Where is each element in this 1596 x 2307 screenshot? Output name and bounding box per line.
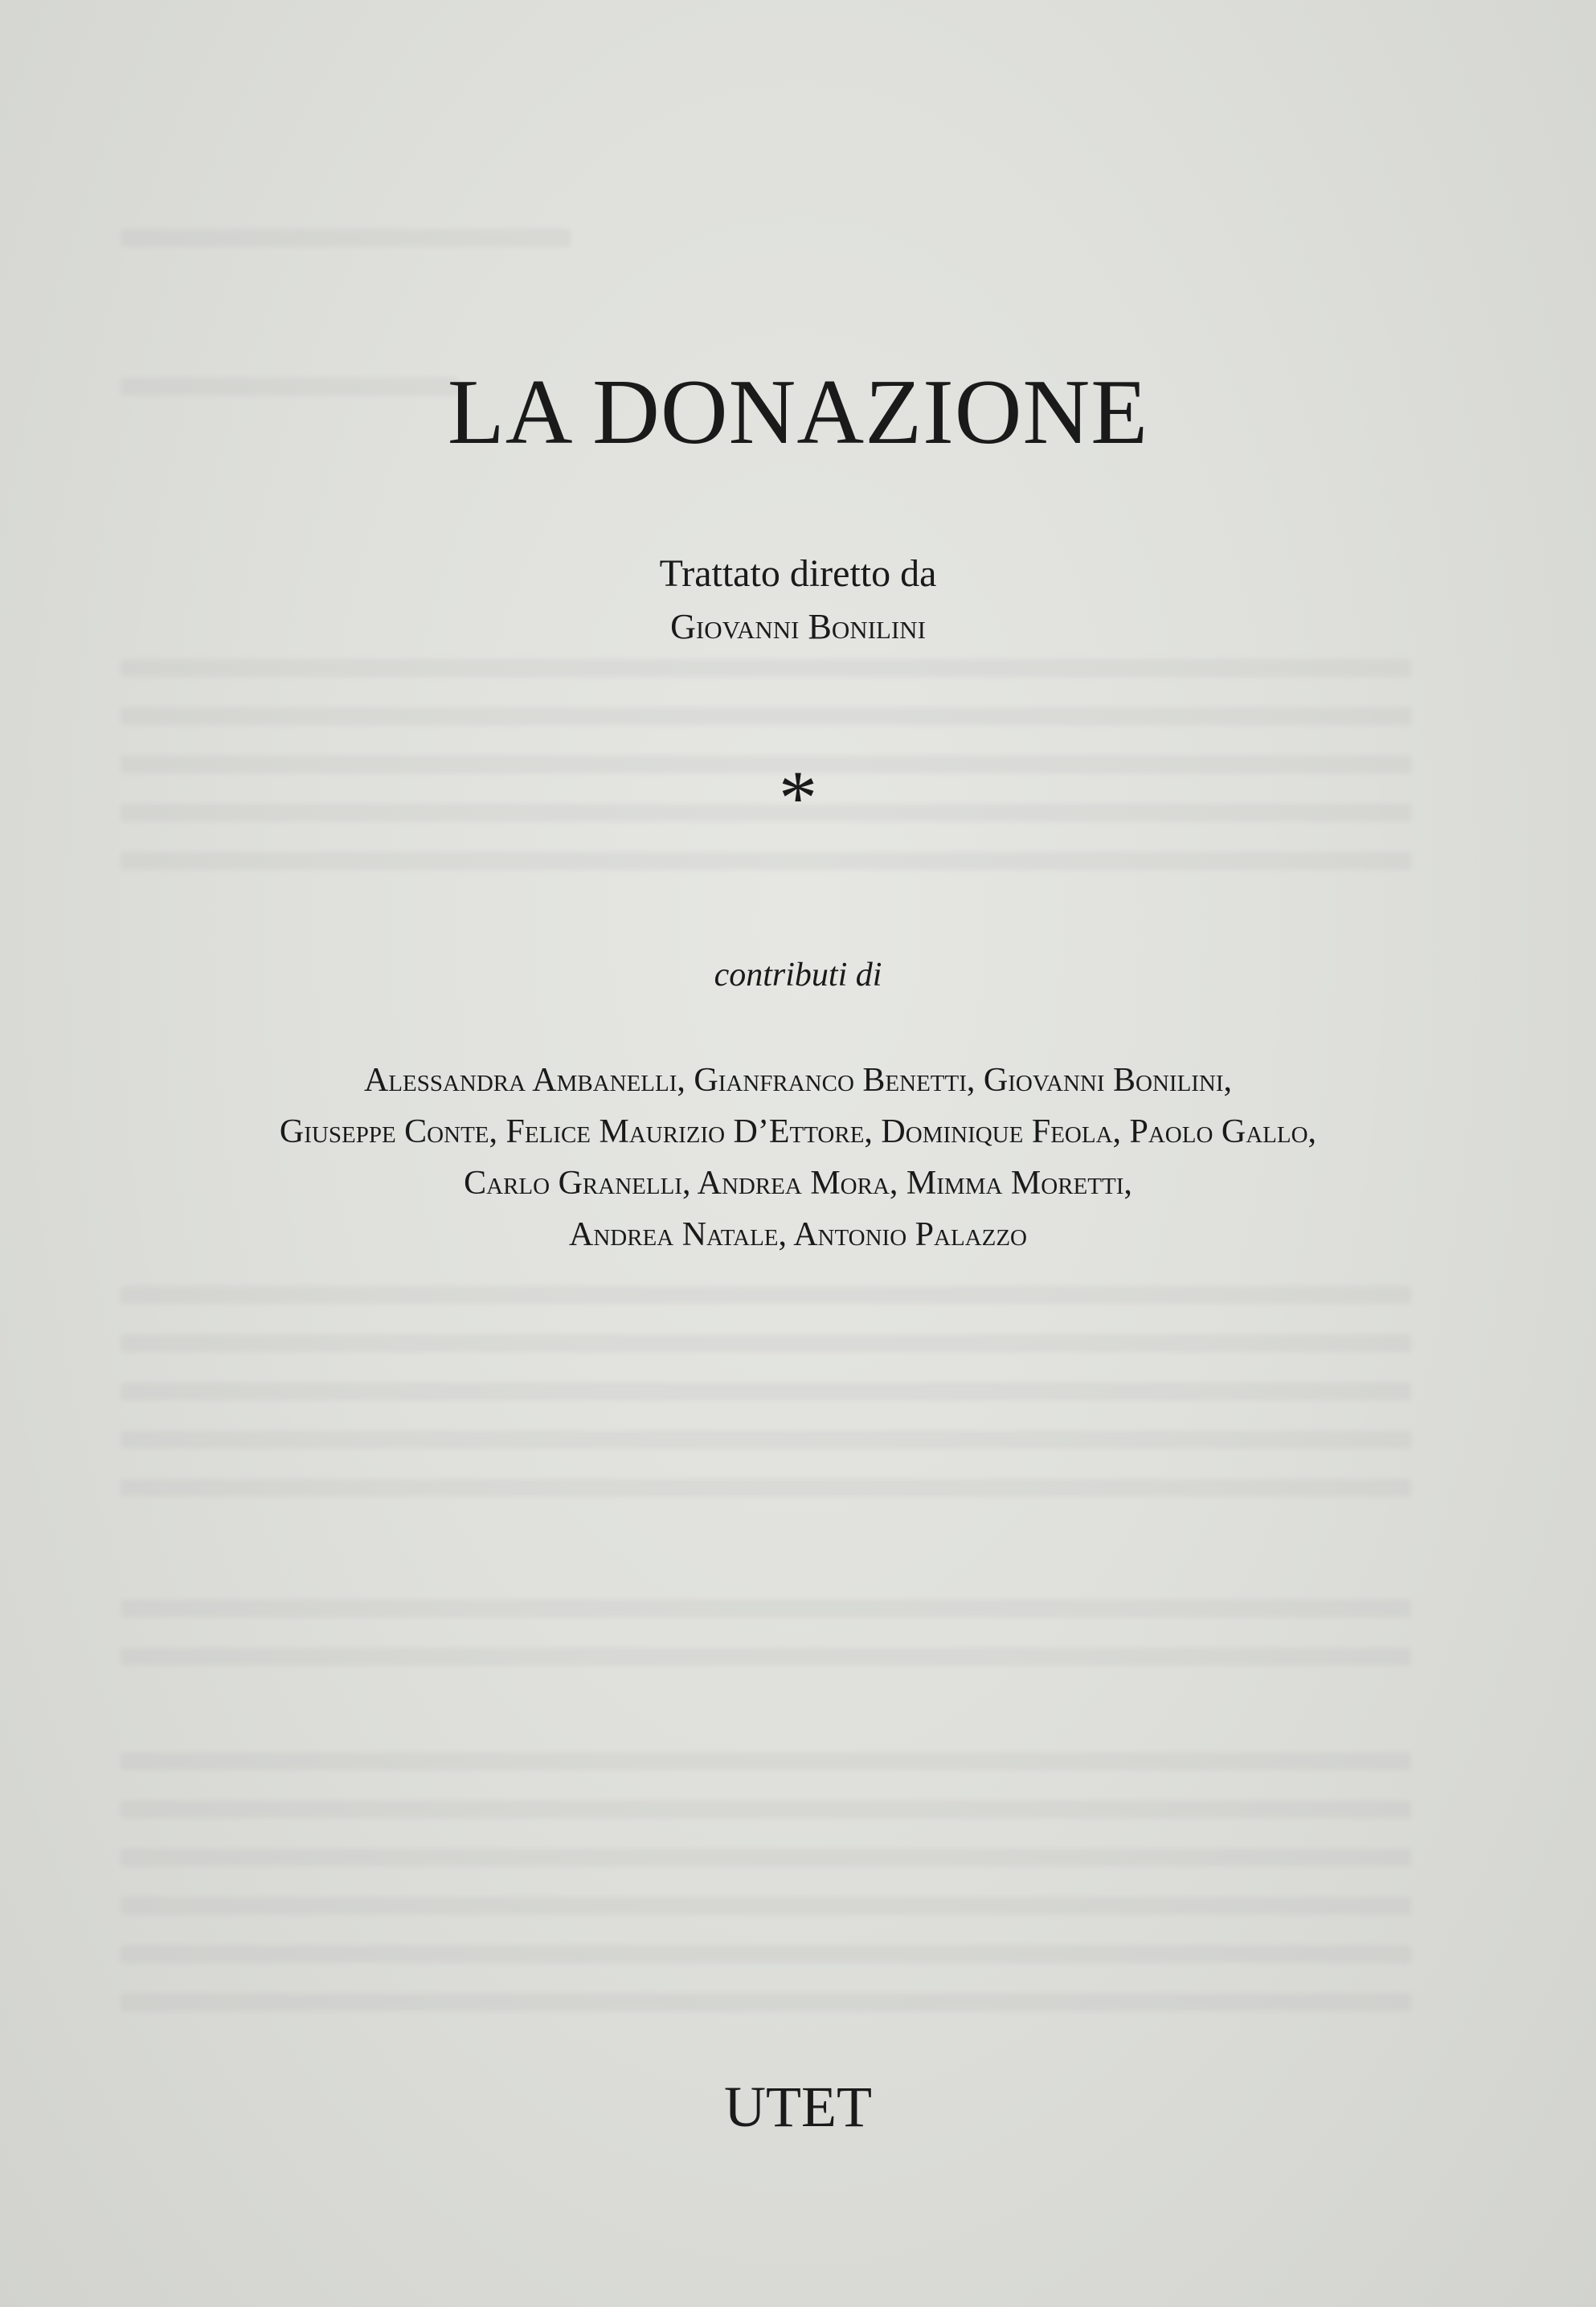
show-through-line bbox=[121, 1600, 1411, 1617]
show-through-line bbox=[121, 1431, 1411, 1449]
director-name: Giovanni Bonilini bbox=[670, 607, 926, 646]
contributors-line: Andrea Natale, Antonio Palazzo bbox=[568, 1216, 1027, 1253]
contributors-line: Alessandra Ambanelli, Gianfranco Benetti, Giovanni Bonilini, bbox=[363, 1062, 1233, 1099]
show-through-line bbox=[121, 1286, 1411, 1304]
publisher-name: UTET bbox=[724, 2075, 872, 2139]
contributors-line: Giuseppe Conte, Felice Maurizio D’Ettore, Dominique Feola, Paolo Gallo, bbox=[279, 1113, 1317, 1150]
book-subtitle: Trattato diretto da bbox=[659, 552, 937, 595]
volume-asterisk: * bbox=[779, 755, 817, 841]
show-through-line bbox=[121, 1334, 1411, 1352]
contributors-line: Carlo Granelli, Andrea Mora, Mimma Moretti, bbox=[464, 1165, 1132, 1202]
contributions-label: contributi di bbox=[714, 957, 882, 994]
show-through-line bbox=[121, 1479, 1411, 1497]
show-through-line bbox=[121, 1994, 1411, 2011]
show-through-line bbox=[121, 1897, 1411, 1915]
show-through-line bbox=[121, 1849, 1411, 1866]
show-through-line bbox=[121, 1383, 1411, 1400]
show-through-line bbox=[121, 707, 1411, 725]
show-through-line bbox=[121, 659, 1411, 677]
show-through-line bbox=[121, 229, 571, 247]
show-through-line bbox=[121, 1648, 1411, 1666]
book-title: LA DONAZIONE bbox=[447, 361, 1149, 464]
show-through-line bbox=[121, 1945, 1411, 1963]
show-through-line bbox=[121, 1752, 1411, 1770]
contributors-list bbox=[0, 1055, 1596, 1260]
show-through-line bbox=[121, 852, 1411, 870]
show-through-line bbox=[121, 1801, 1411, 1818]
